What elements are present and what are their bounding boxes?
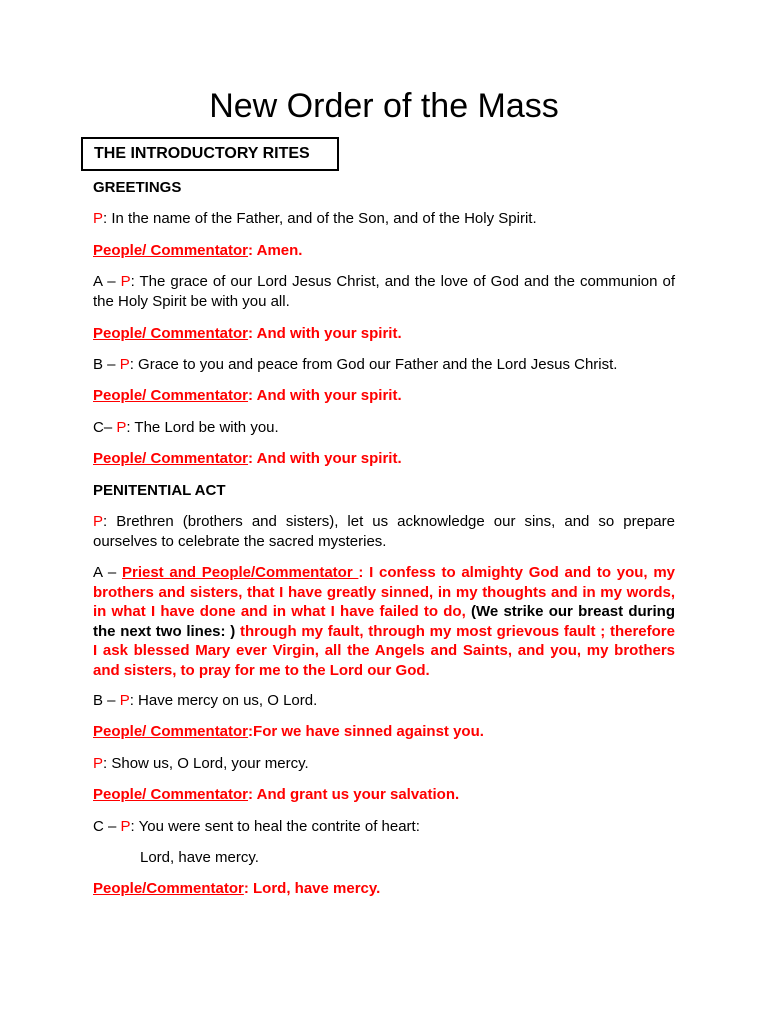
option-prefix: A – — [93, 564, 122, 581]
section-heading: THE INTRODUCTORY RITES — [94, 145, 310, 162]
priest-marker: P — [116, 419, 127, 436]
option-prefix: C– — [93, 419, 117, 436]
option-prefix: A – — [93, 273, 121, 290]
penitential-intro — [93, 512, 675, 551]
response-text: : And with your spirit. — [248, 450, 402, 467]
people-label: People/ Commentator — [93, 786, 249, 803]
show-mercy — [93, 754, 675, 774]
priest-marker: P — [93, 755, 104, 772]
response-lord-mercy — [93, 879, 675, 899]
priest-marker: P — [120, 818, 131, 835]
greeting-a — [93, 272, 675, 311]
option-prefix: B – — [93, 692, 120, 709]
people-label: People/ Commentator — [93, 723, 249, 740]
people-label: People/ Commentator — [93, 325, 249, 342]
response-spirit-c — [93, 449, 675, 469]
greeting-b-text: : Grace to you and peace from God our Father and the Lord Jesus Christ. — [129, 356, 618, 373]
confiteor — [93, 563, 675, 680]
response-text: : And with your spirit. — [248, 325, 402, 342]
penitential-c-text: : You were sent to heal the contrite of heart: — [130, 818, 420, 835]
response-text: : And with your spirit. — [248, 387, 402, 404]
response-text: :For we have sinned against you. — [248, 723, 484, 740]
response-text: : Lord, have mercy. — [243, 880, 381, 897]
priest-marker: P — [93, 513, 104, 530]
response-sinned — [93, 722, 675, 742]
show-mercy-text: : Show us, O Lord, your mercy. — [103, 755, 309, 772]
people-label: People/ Commentator — [93, 242, 249, 259]
greeting-c — [93, 418, 675, 438]
confiteor-text-1: : I confess to almighty God and to you, my brothers and sisters, that I have greatly sinned, in my thoughts and in my words, in what I have done and in what I have failed to do, — [93, 564, 676, 620]
response-text: : Amen. — [248, 242, 303, 259]
response-text: : And grant us your salvation. — [248, 786, 460, 803]
penitential-c — [93, 817, 675, 837]
confiteor-rubric: (We strike our breast during the next two lines: ) — [93, 603, 675, 640]
priest-marker: P — [120, 273, 131, 290]
lord-have-mercy: Lord, have mercy. — [140, 849, 259, 866]
confiteor-text-2: through my fault, through my most grievous fault ; therefore I ask blessed Mary ever Virgin, all the Angels and Saints, and you, my brothers and sisters, to pray for me to the Lord our God. — [93, 622, 675, 679]
penitential-b — [93, 691, 675, 711]
people-label: People/ Commentator — [93, 450, 249, 467]
section-heading-box — [81, 137, 339, 171]
option-prefix: B – — [93, 356, 120, 373]
greeting-priest-text: : In the name of the Father, and of the Son, and of the Holy Spirit. — [103, 210, 537, 227]
penitential-intro-text: : Brethren (brothers and sisters), let us acknowledge our sins, and so prepare ourselves to celebrate the sacred mysteries. — [93, 513, 675, 550]
priest-marker: P — [119, 356, 130, 373]
greeting-c-text: : The Lord be with you. — [126, 419, 279, 436]
page-title: New Order of the Mass — [209, 87, 559, 125]
penitential-b-text: : Have mercy on us, O Lord. — [129, 692, 318, 709]
greetings-heading: GREETINGS — [93, 179, 182, 196]
penitential-heading: PENITENTIAL ACT — [93, 482, 226, 499]
greeting-b — [93, 355, 675, 375]
priest-marker: P — [93, 210, 104, 227]
response-salvation — [93, 785, 675, 805]
response-spirit-b — [93, 386, 675, 406]
greeting-a-text: : The grace of our Lord Jesus Christ, and the love of God and the communion of the Holy Spirit be with you all. — [93, 273, 676, 310]
response-spirit-a — [93, 324, 675, 344]
response-amen — [93, 241, 675, 261]
option-prefix: C – — [93, 818, 121, 835]
people-label: People/Commentator — [93, 880, 244, 897]
priest-marker: P — [119, 692, 130, 709]
confiteor-label: Priest and People/Commentator — [121, 564, 359, 581]
greeting-priest-line — [93, 209, 675, 229]
people-label: People/ Commentator — [93, 387, 249, 404]
